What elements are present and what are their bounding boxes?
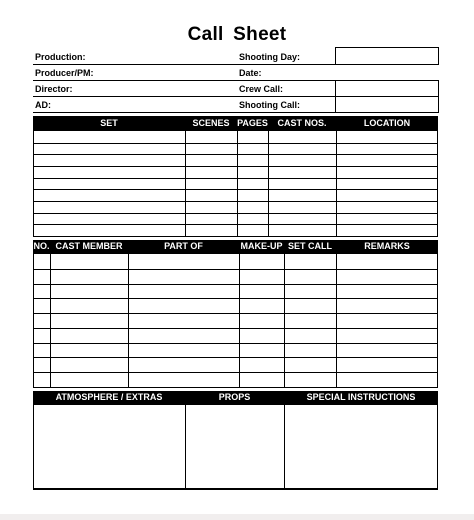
pages-column-header: PAGES [237,118,268,128]
set-column-header: SET [100,118,118,128]
crew-call-label: Crew Call: [239,84,284,94]
director-label: Director: [35,84,73,94]
shooting-day-label: Shooting Day: [239,52,300,62]
cast-member-column-header: CAST MEMBER [55,241,123,251]
ad-label: AD: [35,100,51,110]
set-call-column-header: SET CALL [288,241,332,251]
cast-row-rule [34,284,437,285]
props-column-header: PROPS [218,392,251,402]
scenes-header-bar [33,116,438,130]
extras-table [33,404,438,490]
cast-col-divider [50,254,51,387]
atmosphere-extras-column-header: ATMOSPHERE / EXTRAS [55,392,163,402]
extras-col-divider-1 [185,405,186,489]
date-label: Date: [239,68,262,78]
cast-row-rule [34,357,437,358]
page-title: Call Sheet [187,24,287,45]
scenes-row-rule [34,189,437,190]
remarks-column-header: REMARKS [364,241,410,251]
cast-row-rule [34,328,437,329]
production-label: Production: [35,52,86,62]
scenes-row-rule [34,143,437,144]
scenes-col-divider [336,131,337,236]
scenes-col-divider [185,131,186,236]
scenes-row-rule [34,166,437,167]
scenes-row-rule [34,201,437,202]
scenes-row-rule [34,224,437,225]
cast-row-rule [34,298,437,299]
scenes-col-divider [237,131,238,236]
location-column-header: LOCATION [363,118,411,128]
scenes-row-rule [34,154,437,155]
cast-col-divider [284,254,285,387]
scenes-col-divider [268,131,269,236]
cast-row-rule [34,313,437,314]
shooting-day-field[interactable] [335,47,439,65]
cast-row-rule [34,343,437,344]
extras-header-bar [33,391,438,404]
shooting-call-label: Shooting Call: [239,100,300,110]
cast-col-divider [128,254,129,387]
cast-table [33,253,438,388]
call-times-divider [335,96,439,97]
scenes-table [33,130,438,237]
cast-header-bar [33,240,438,253]
scenes-row-rule [34,213,437,214]
scenes-column-header: SCENES [192,118,230,128]
cast-nos-column-header: CAST NOS. [277,118,327,128]
extras-col-divider-2 [284,405,285,489]
special-instructions-column-header: SPECIAL INSTRUCTIONS [306,392,416,402]
cast-col-divider [239,254,240,387]
cast-row-rule [34,372,437,373]
cast-col-divider [336,254,337,387]
producer-pm-label: Producer/PM: [35,68,94,78]
scenes-row-rule [34,178,437,179]
no-column-header: NO. [33,241,50,251]
cast-row-rule [34,269,437,270]
make-up-column-header: MAKE-UP [240,241,283,251]
part-of-column-header: PART OF [164,241,203,251]
